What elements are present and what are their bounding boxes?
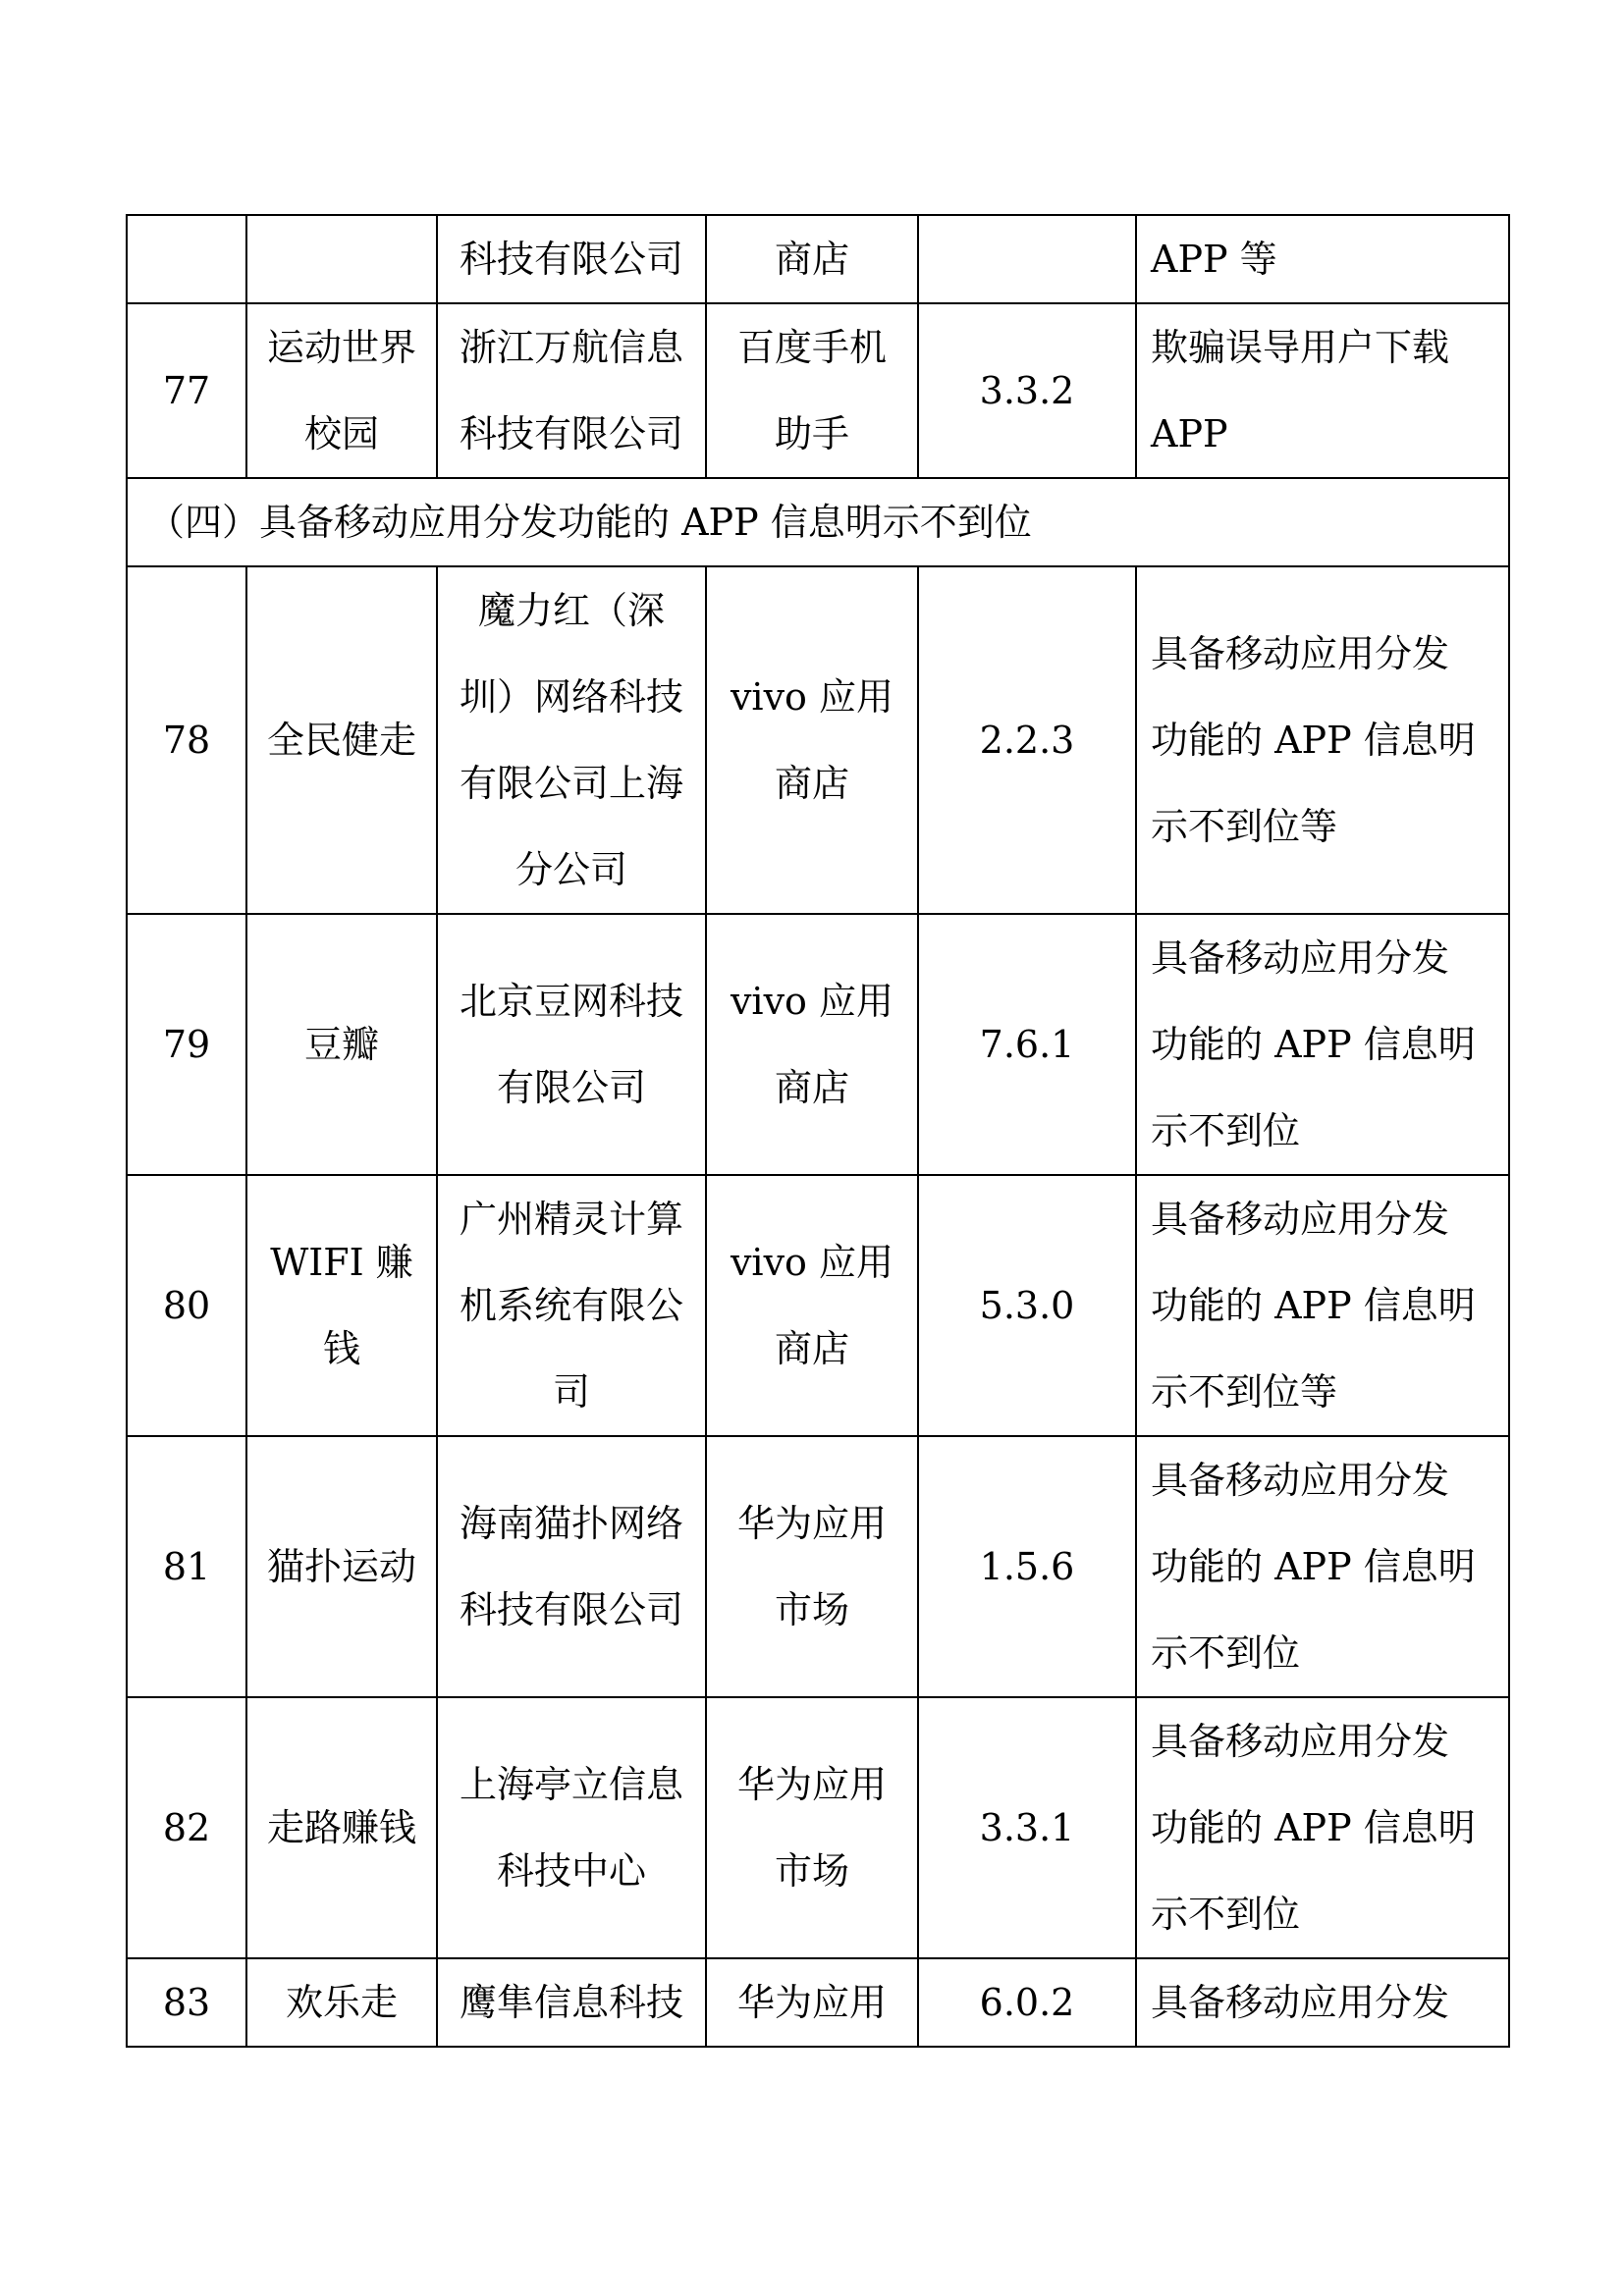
app-name-cell bbox=[246, 215, 437, 303]
issue-cell: 具备移动应用分发 功能的 APP 信息明 示不到位 bbox=[1136, 1436, 1509, 1697]
table-row bbox=[127, 1436, 1509, 1697]
table-row bbox=[127, 566, 1509, 914]
version-cell: 1.5.6 bbox=[918, 1436, 1136, 1697]
issue-cell: APP 等 bbox=[1136, 215, 1509, 303]
store-cell: vivo 应用 商店 bbox=[706, 566, 918, 914]
app-name-cell: 猫扑运动 bbox=[246, 1436, 437, 1697]
app-name-cell: 欢乐走 bbox=[246, 1958, 437, 2047]
index-cell: 79 bbox=[127, 914, 246, 1175]
issue-cell: 具备移动应用分发 功能的 APP 信息明 示不到位 bbox=[1136, 914, 1509, 1175]
company-cell: 海南猫扑网络 科技有限公司 bbox=[437, 1436, 706, 1697]
version-cell: 3.3.1 bbox=[918, 1697, 1136, 1958]
version-cell: 3.3.2 bbox=[918, 303, 1136, 478]
index-cell: 82 bbox=[127, 1697, 246, 1958]
company-cell: 广州精灵计算 机系统有限公 司 bbox=[437, 1175, 706, 1436]
store-cell: vivo 应用 商店 bbox=[706, 914, 918, 1175]
issue-cell: 欺骗误导用户下载 APP bbox=[1136, 303, 1509, 478]
version-cell: 2.2.3 bbox=[918, 566, 1136, 914]
issue-cell: 具备移动应用分发 功能的 APP 信息明 示不到位 bbox=[1136, 1697, 1509, 1958]
issue-cell: 具备移动应用分发 功能的 APP 信息明 示不到位等 bbox=[1136, 566, 1509, 914]
app-name-cell: 运动世界 校园 bbox=[246, 303, 437, 478]
table-row bbox=[127, 1697, 1509, 1958]
index-cell: 80 bbox=[127, 1175, 246, 1436]
app-issue-table bbox=[126, 214, 1510, 2048]
store-cell: 华为应用 市场 bbox=[706, 1436, 918, 1697]
table-row bbox=[127, 914, 1509, 1175]
app-name-cell: WIFI 赚 钱 bbox=[246, 1175, 437, 1436]
company-cell: 浙江万航信息 科技有限公司 bbox=[437, 303, 706, 478]
app-name-cell: 走路赚钱 bbox=[246, 1697, 437, 1958]
issue-cell: 具备移动应用分发 bbox=[1136, 1958, 1509, 2047]
table-row bbox=[127, 303, 1509, 478]
table-row bbox=[127, 1958, 1509, 2047]
section-heading-row bbox=[127, 478, 1509, 566]
store-cell: 华为应用 bbox=[706, 1958, 918, 2047]
version-cell: 5.3.0 bbox=[918, 1175, 1136, 1436]
section-heading: （四）具备移动应用分发功能的 APP 信息明示不到位 bbox=[127, 478, 1509, 566]
table-row bbox=[127, 215, 1509, 303]
version-cell: 6.0.2 bbox=[918, 1958, 1136, 2047]
store-cell: vivo 应用 商店 bbox=[706, 1175, 918, 1436]
index-cell: 81 bbox=[127, 1436, 246, 1697]
index-cell: 83 bbox=[127, 1958, 246, 2047]
app-name-cell: 豆瓣 bbox=[246, 914, 437, 1175]
company-cell: 北京豆网科技 有限公司 bbox=[437, 914, 706, 1175]
store-cell: 百度手机 助手 bbox=[706, 303, 918, 478]
version-cell bbox=[918, 215, 1136, 303]
company-cell: 魔力红（深 圳）网络科技 有限公司上海 分公司 bbox=[437, 566, 706, 914]
store-cell: 华为应用 市场 bbox=[706, 1697, 918, 1958]
company-cell: 科技有限公司 bbox=[437, 215, 706, 303]
company-cell: 上海亭立信息 科技中心 bbox=[437, 1697, 706, 1958]
issue-cell: 具备移动应用分发 功能的 APP 信息明 示不到位等 bbox=[1136, 1175, 1509, 1436]
index-cell: 78 bbox=[127, 566, 246, 914]
company-cell: 鹰隼信息科技 bbox=[437, 1958, 706, 2047]
store-cell: 商店 bbox=[706, 215, 918, 303]
index-cell bbox=[127, 215, 246, 303]
table-row bbox=[127, 1175, 1509, 1436]
version-cell: 7.6.1 bbox=[918, 914, 1136, 1175]
app-name-cell: 全民健走 bbox=[246, 566, 437, 914]
index-cell: 77 bbox=[127, 303, 246, 478]
